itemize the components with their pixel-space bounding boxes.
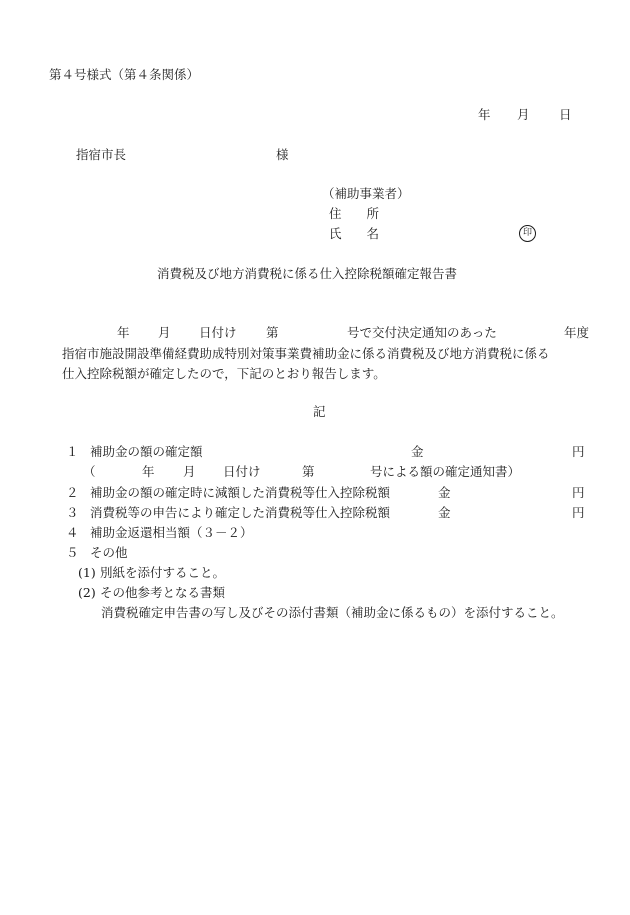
body-number-label: 第 bbox=[266, 325, 279, 340]
item-3-label: 消費税等の申告により確定した消費税等仕入控除税額 bbox=[90, 505, 391, 520]
item-2-number: ２ bbox=[66, 485, 79, 500]
body-dated-label: 日付け bbox=[199, 325, 237, 340]
subitem-1-label: 別紙を添付すること。 bbox=[100, 565, 226, 580]
date-day-label: 日 bbox=[559, 107, 572, 122]
item-1-label: 補助金の額の確定額 bbox=[90, 444, 203, 459]
body-line-2: 指宿市施設開設準備経費助成特別対策事業費補助金に係る消費税及び地方消費税に係る bbox=[62, 346, 550, 361]
item-1-sub-rest: 号による額の確定通知書） bbox=[370, 464, 521, 479]
item-4-label: 補助金返還相当額（３－２） bbox=[90, 525, 253, 540]
date-month-label: 月 bbox=[517, 107, 530, 122]
body-issued-text: 号で交付決定通知のあった bbox=[347, 325, 497, 340]
applicant-name-label: 氏 名 bbox=[329, 226, 380, 241]
item-1-sub-number: 第 bbox=[302, 464, 315, 479]
document-title: 消費税及び地方消費税に係る仕入控除税額確定報告書 bbox=[157, 266, 458, 281]
body-fiscal-year-label: 年度 bbox=[564, 325, 590, 340]
item-1-sub-dated: 日付け bbox=[223, 464, 261, 479]
item-1-kin: 金 bbox=[411, 444, 424, 459]
item-5-label: その他 bbox=[90, 545, 128, 560]
body-month-label: 月 bbox=[158, 325, 171, 340]
item-2-yen: 円 bbox=[572, 485, 585, 500]
item-4-number: ４ bbox=[66, 525, 79, 540]
applicant-title: （補助事業者） bbox=[322, 186, 410, 201]
item-5-number: ５ bbox=[66, 545, 79, 560]
ki-heading: 記 bbox=[313, 404, 326, 419]
item-2-kin: 金 bbox=[438, 485, 451, 500]
body-year-label: 年 bbox=[117, 325, 130, 340]
item-1-yen: 円 bbox=[572, 444, 585, 459]
subitem-2-description: 消費税確定申告書の写し及びその添付書類（補助金に係るもの）を添付すること。 bbox=[101, 605, 564, 620]
subitem-2-number: (2) bbox=[78, 585, 96, 600]
seal-mark: 印 bbox=[519, 225, 536, 242]
addressee-honorific: 様 bbox=[276, 147, 289, 162]
date-year-label: 年 bbox=[478, 107, 491, 122]
item-3-number: ３ bbox=[66, 505, 79, 520]
applicant-address-label: 住 所 bbox=[329, 206, 380, 221]
item-1-number: １ bbox=[66, 444, 79, 459]
addressee-name: 指宿市長 bbox=[76, 147, 127, 162]
subitem-2-label: その他参考となる書類 bbox=[100, 585, 226, 600]
item-1-sub-month: 月 bbox=[183, 464, 196, 479]
subitem-1-number: (1) bbox=[78, 565, 96, 580]
item-2-label: 補助金の額の確定時に減額した消費税等仕入控除税額 bbox=[90, 485, 391, 500]
item-3-kin: 金 bbox=[438, 505, 451, 520]
form-number: 第４号様式（第４条関係） bbox=[49, 67, 200, 82]
body-line-3: 仕入控除税額が確定したので，下記のとおり報告します。 bbox=[62, 366, 386, 381]
item-1-sub-open: （ bbox=[83, 464, 96, 479]
item-1-sub-year: 年 bbox=[142, 464, 155, 479]
item-3-yen: 円 bbox=[572, 505, 585, 520]
